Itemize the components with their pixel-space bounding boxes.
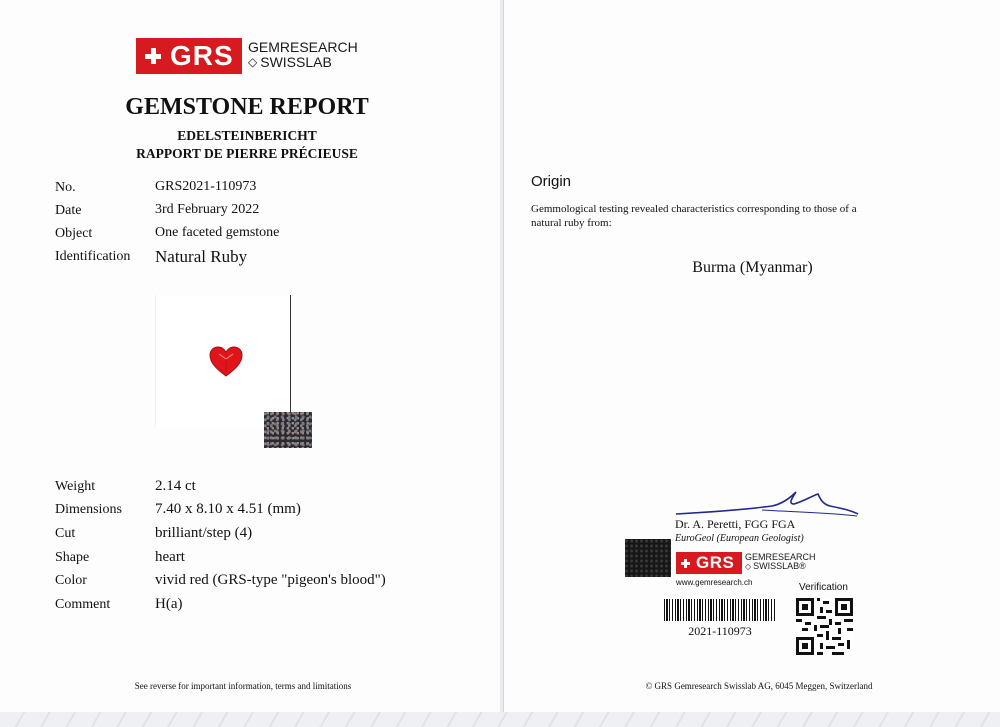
value-comment: H(a) bbox=[155, 596, 183, 612]
ruby-heart-icon bbox=[209, 346, 243, 378]
verification-qr-code[interactable] bbox=[796, 598, 853, 655]
logo-text-small bbox=[745, 553, 816, 572]
verification-label: Verification bbox=[799, 582, 848, 593]
label-date: Date bbox=[55, 203, 82, 218]
diamond-icon: ◇ bbox=[745, 561, 752, 571]
label-dimensions: Dimensions bbox=[55, 502, 122, 517]
value-color: vivid red (GRS-type "pigeon's blood") bbox=[155, 572, 386, 588]
barcode bbox=[664, 599, 776, 621]
value-weight: 2.14 ct bbox=[155, 478, 196, 494]
logo-line1-small: GEMRESEARCH bbox=[745, 552, 816, 562]
gemstone-photo bbox=[155, 295, 292, 427]
value-dimensions: 7.40 x 8.10 x 4.51 (mm) bbox=[155, 501, 301, 517]
origin-text: Gemmological testing revealed characteristics corresponding to those of a natural ruby from: bbox=[531, 203, 857, 229]
report-front-page bbox=[0, 0, 500, 712]
background-strip bbox=[0, 712, 1000, 727]
footer-note: See reverse for important information, terms and limitations bbox=[134, 681, 352, 691]
swiss-cross-icon bbox=[142, 45, 164, 67]
subtitle-french: RAPPORT DE PIERRE PRÉCIEUSE bbox=[136, 146, 358, 161]
origin-value: Burma (Myanmar) bbox=[692, 259, 813, 276]
logo-brand-small: GRS bbox=[696, 553, 735, 572]
website: www.gemresearch.ch bbox=[676, 578, 753, 587]
label-object: Object bbox=[55, 226, 93, 241]
security-hologram bbox=[625, 539, 671, 577]
copyright-footer: © GRS Gemresearch Swisslab AG, 6045 Meggen, Switzerland bbox=[645, 681, 873, 691]
logo-line1: GEMRESEARCH bbox=[248, 39, 358, 55]
logo-line2-small: SWISSLAB® bbox=[753, 561, 806, 572]
logo-brand: GRS bbox=[170, 40, 234, 71]
swiss-cross-icon bbox=[679, 557, 692, 570]
signer-name: Dr. A. Peretti, FGG FGA bbox=[675, 517, 796, 531]
diamond-icon: ◇ bbox=[248, 54, 258, 69]
signer-title: EuroGeol (European Geologist) bbox=[675, 533, 804, 544]
origin-heading: Origin bbox=[531, 173, 572, 190]
value-date: 3rd February 2022 bbox=[155, 202, 260, 217]
grs-logo bbox=[136, 38, 242, 74]
signature bbox=[672, 484, 862, 520]
label-cut: Cut bbox=[55, 526, 76, 541]
grs-logo-small bbox=[676, 552, 742, 574]
subtitle-german: EDELSTEINBERICHT bbox=[177, 128, 317, 143]
logo-line2: SWISSLAB bbox=[260, 53, 332, 70]
value-identification: Natural Ruby bbox=[155, 247, 248, 266]
label-weight: Weight bbox=[55, 479, 96, 494]
label-comment: Comment bbox=[55, 597, 111, 612]
value-object: One faceted gemstone bbox=[155, 225, 280, 240]
label-shape: Shape bbox=[55, 550, 90, 565]
page-title: GEMSTONE REPORT bbox=[125, 94, 369, 120]
security-hologram bbox=[264, 412, 312, 448]
photo-scale-line bbox=[290, 295, 291, 415]
logo-text bbox=[248, 40, 358, 69]
value-report-number: GRS2021-110973 bbox=[155, 179, 257, 194]
value-shape: heart bbox=[155, 549, 185, 565]
barcode-number: 2021-110973 bbox=[688, 624, 752, 638]
report-back-page bbox=[503, 0, 1000, 712]
qr-code-icon bbox=[796, 598, 853, 655]
label-identification: Identification bbox=[55, 249, 131, 264]
label-color: Color bbox=[55, 573, 87, 588]
value-cut: brilliant/step (4) bbox=[155, 525, 253, 541]
label-no: No. bbox=[55, 180, 76, 195]
